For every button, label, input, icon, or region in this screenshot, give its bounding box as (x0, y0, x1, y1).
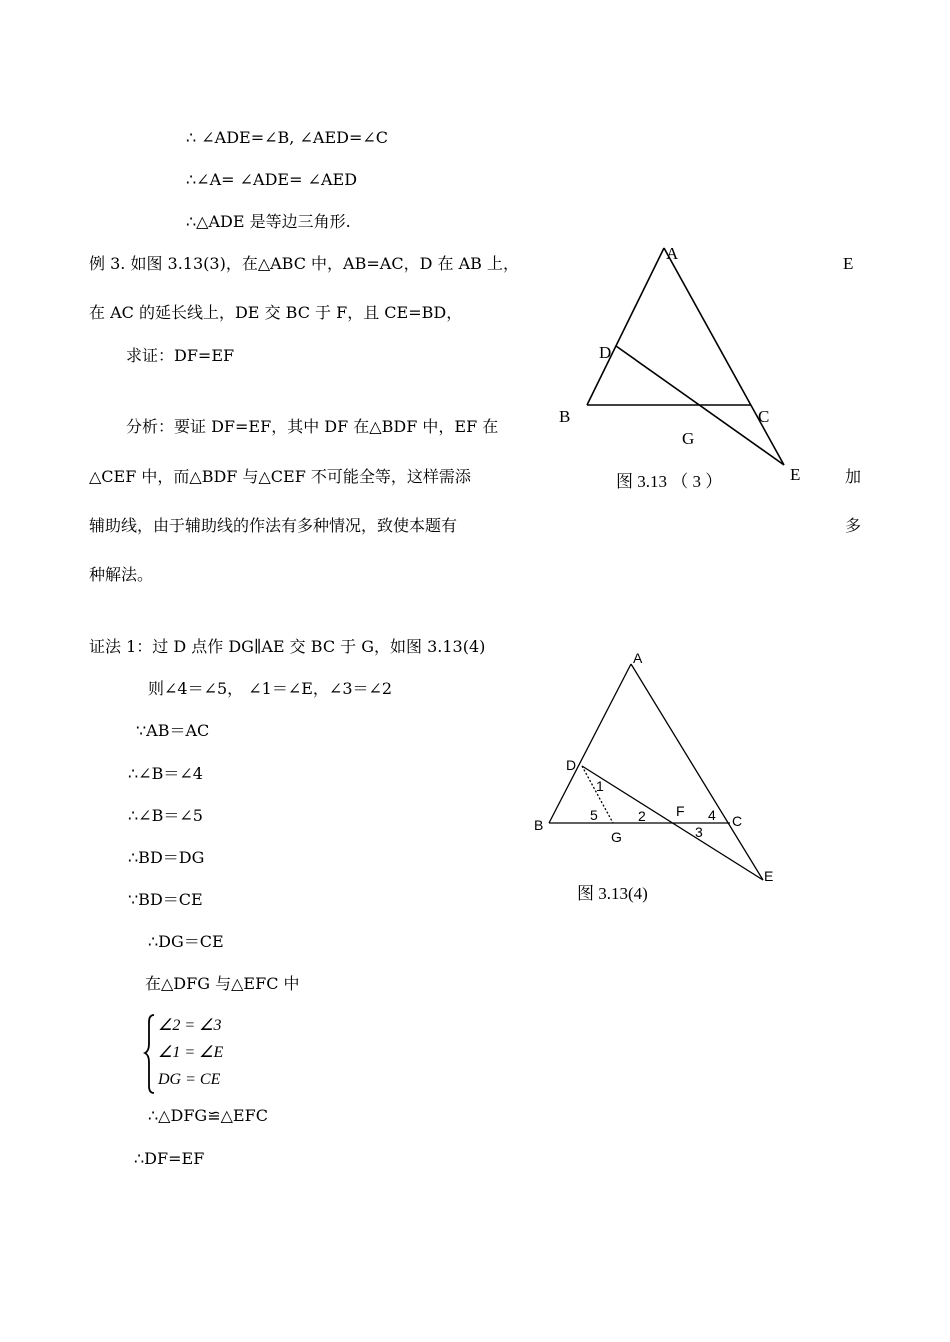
segment-ae (631, 664, 763, 880)
point-label-a: A (666, 244, 679, 263)
angle-label-1: 1 (596, 778, 604, 794)
figure-caption: 图 3.13(4) (577, 884, 648, 903)
proof-conclusion: ∴DF=EF (134, 1149, 205, 1168)
angle-label-3: 3 (695, 824, 703, 840)
analysis-line: △CEF 中，而△BDF 与△CEF 不可能全等，这样需添 (89, 467, 471, 486)
proof-step: ∴∠B＝∠5 (128, 806, 203, 825)
example-line: 在 AC 的延长线上，DE 交 BC 于 F，且 CE=BD， (89, 303, 463, 322)
text-line: ∴∠A= ∠ADE= ∠AED (186, 170, 358, 189)
proof-step: ∴DG＝CE (148, 932, 224, 951)
example-line-tail: E (843, 254, 854, 273)
proof-step: 则∠4＝∠5， ∠1＝∠E，∠3＝∠2 (148, 679, 393, 698)
analysis-line: 分析：要证 DF=EF，其中 DF 在△BDF 中，EF 在 (126, 417, 499, 436)
proof-step: ∴BD＝DG (128, 848, 205, 867)
point-label-g: G (611, 829, 622, 845)
proof-step: ∵AB＝AC (136, 721, 210, 740)
proof-step: ∴∠B＝∠4 (128, 764, 203, 783)
point-label-f: F (676, 803, 685, 819)
point-label-a: A (633, 650, 643, 666)
analysis-line: 辅助线，由于辅助线的作法有多种情况，致使本题有 (89, 516, 458, 535)
proof-step: 在△DFG 与△EFC 中 (145, 974, 300, 993)
point-label-e: E (764, 868, 774, 884)
analysis-line-tail: 多 (845, 516, 862, 535)
point-label-c: C (732, 813, 743, 829)
point-label-c: C (758, 407, 770, 426)
example-claim: 求证：DF=EF (126, 346, 235, 365)
system-equation: ∠2 = ∠3 (158, 1017, 222, 1034)
point-label-d: D (599, 343, 612, 362)
point-label-e: E (790, 465, 801, 484)
text-line: ∴△ADE 是等边三角形. (186, 212, 351, 231)
segment-ab (549, 664, 631, 823)
system-equation: ∠1 = ∠E (158, 1044, 224, 1061)
proof-conclusion: ∴△DFG≌△EFC (148, 1106, 268, 1125)
angle-label-5: 5 (590, 807, 598, 823)
text-line: ∴ ∠ADE=∠B, ∠AED=∠C (186, 128, 388, 147)
system-equation: DG = CE (158, 1071, 221, 1088)
analysis-line-tail: 加 (845, 467, 862, 486)
example-line: 例 3. 如图 3.13(3)，在△ABC 中，AB=AC，D 在 AB 上， (89, 254, 519, 273)
point-label-g: G (682, 429, 695, 448)
point-label-d: D (566, 757, 577, 773)
proof-heading: 证法 1：过 D 点作 DG∥AE 交 BC 于 G，如图 3.13(4) (89, 637, 486, 656)
angle-label-2: 2 (638, 808, 646, 824)
angle-label-4: 4 (708, 807, 716, 823)
point-label-b: B (534, 817, 544, 833)
proof-step: ∵BD＝CE (128, 890, 203, 909)
figure-caption: 图 3.13 （ 3 ） (616, 472, 723, 491)
point-label-b: B (559, 407, 571, 426)
analysis-line: 种解法。 (89, 565, 154, 584)
